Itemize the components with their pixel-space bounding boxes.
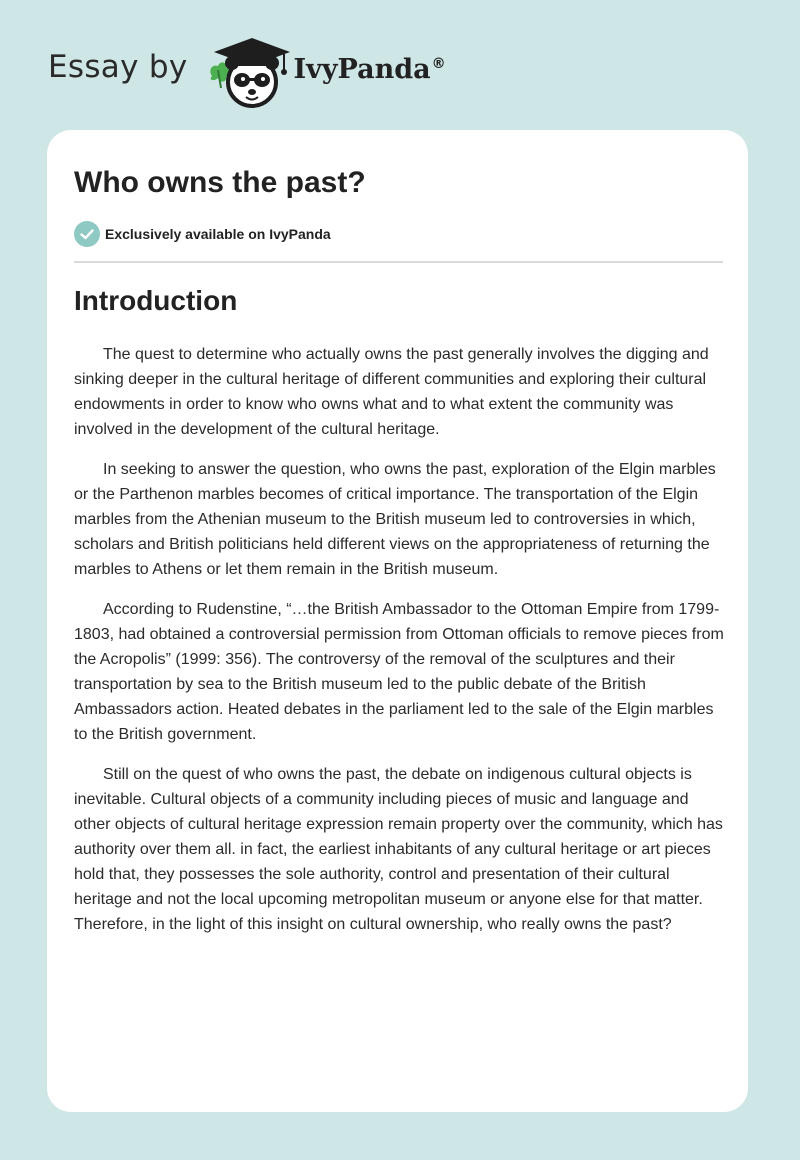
- essay-card: [47, 130, 748, 1112]
- badge-text: Exclusively available on IvyPanda: [105, 226, 331, 242]
- paragraph: Still on the quest of who owns the past, the debate on indigenous cultural objects is inevitable. Cultural objects of a community including pieces of music and language and other objects of cultural heritage expression remain property over the community, which has authority over them all. in fact, the earliest inhabitants of any cultural heritage or art pieces hold that, they possesses the sole authority, control and presentation of their cultural heritage and not the local upcoming metropolitan museum or anyone else for that matter. Therefore, in the light of this insight on cultural ownership, who really owns the past?: [74, 766, 723, 933]
- brand-name-text: IvyPanda: [293, 53, 431, 85]
- brand-name: [294, 54, 446, 85]
- exclusive-badge: [74, 221, 331, 247]
- brand-prefix: Essay by: [48, 49, 188, 85]
- panda-graduation-cap-icon: [206, 30, 292, 110]
- brand-header: [48, 30, 446, 110]
- paragraph: According to Rudenstine, “…the British Ambassador to the Ottoman Empire from 1799-1803, had obtained a controversial permission from Ottoman officials to remove pieces from the Acropolis” (1999: 356). The controversy of the removal of the sculptures and their transportation by sea to the British museum led to the public debate of the British Ambassadors action. Heated debates in the parliament led to the sale of the Elgin marbles to the British government.: [74, 601, 724, 743]
- divider: [74, 261, 723, 263]
- registered-mark: ®: [431, 55, 446, 72]
- check-circle-icon: [74, 221, 100, 247]
- essay-body: [74, 342, 726, 952]
- section-heading: Introduction: [74, 285, 238, 316]
- paragraph: The quest to determine who actually owns the past generally involves the digging and sinking deeper in the cultural heritage of different communities and exploring their cultural endowments in order to know who owns what and to what extent the community was involved in the development of the cultural heritage.: [74, 346, 709, 438]
- paragraph: In seeking to answer the question, who owns the past, exploration of the Elgin marbles or the Parthenon marbles becomes of critical importance. The transportation of the Elgin marbles from the Athenian museum to the British museum led to controversies in which, scholars and British politicians held different views on the appropriateness of returning the marbles to Athens or let them remain in the British museum.: [74, 461, 716, 578]
- page-title: Who owns the past?: [74, 166, 366, 199]
